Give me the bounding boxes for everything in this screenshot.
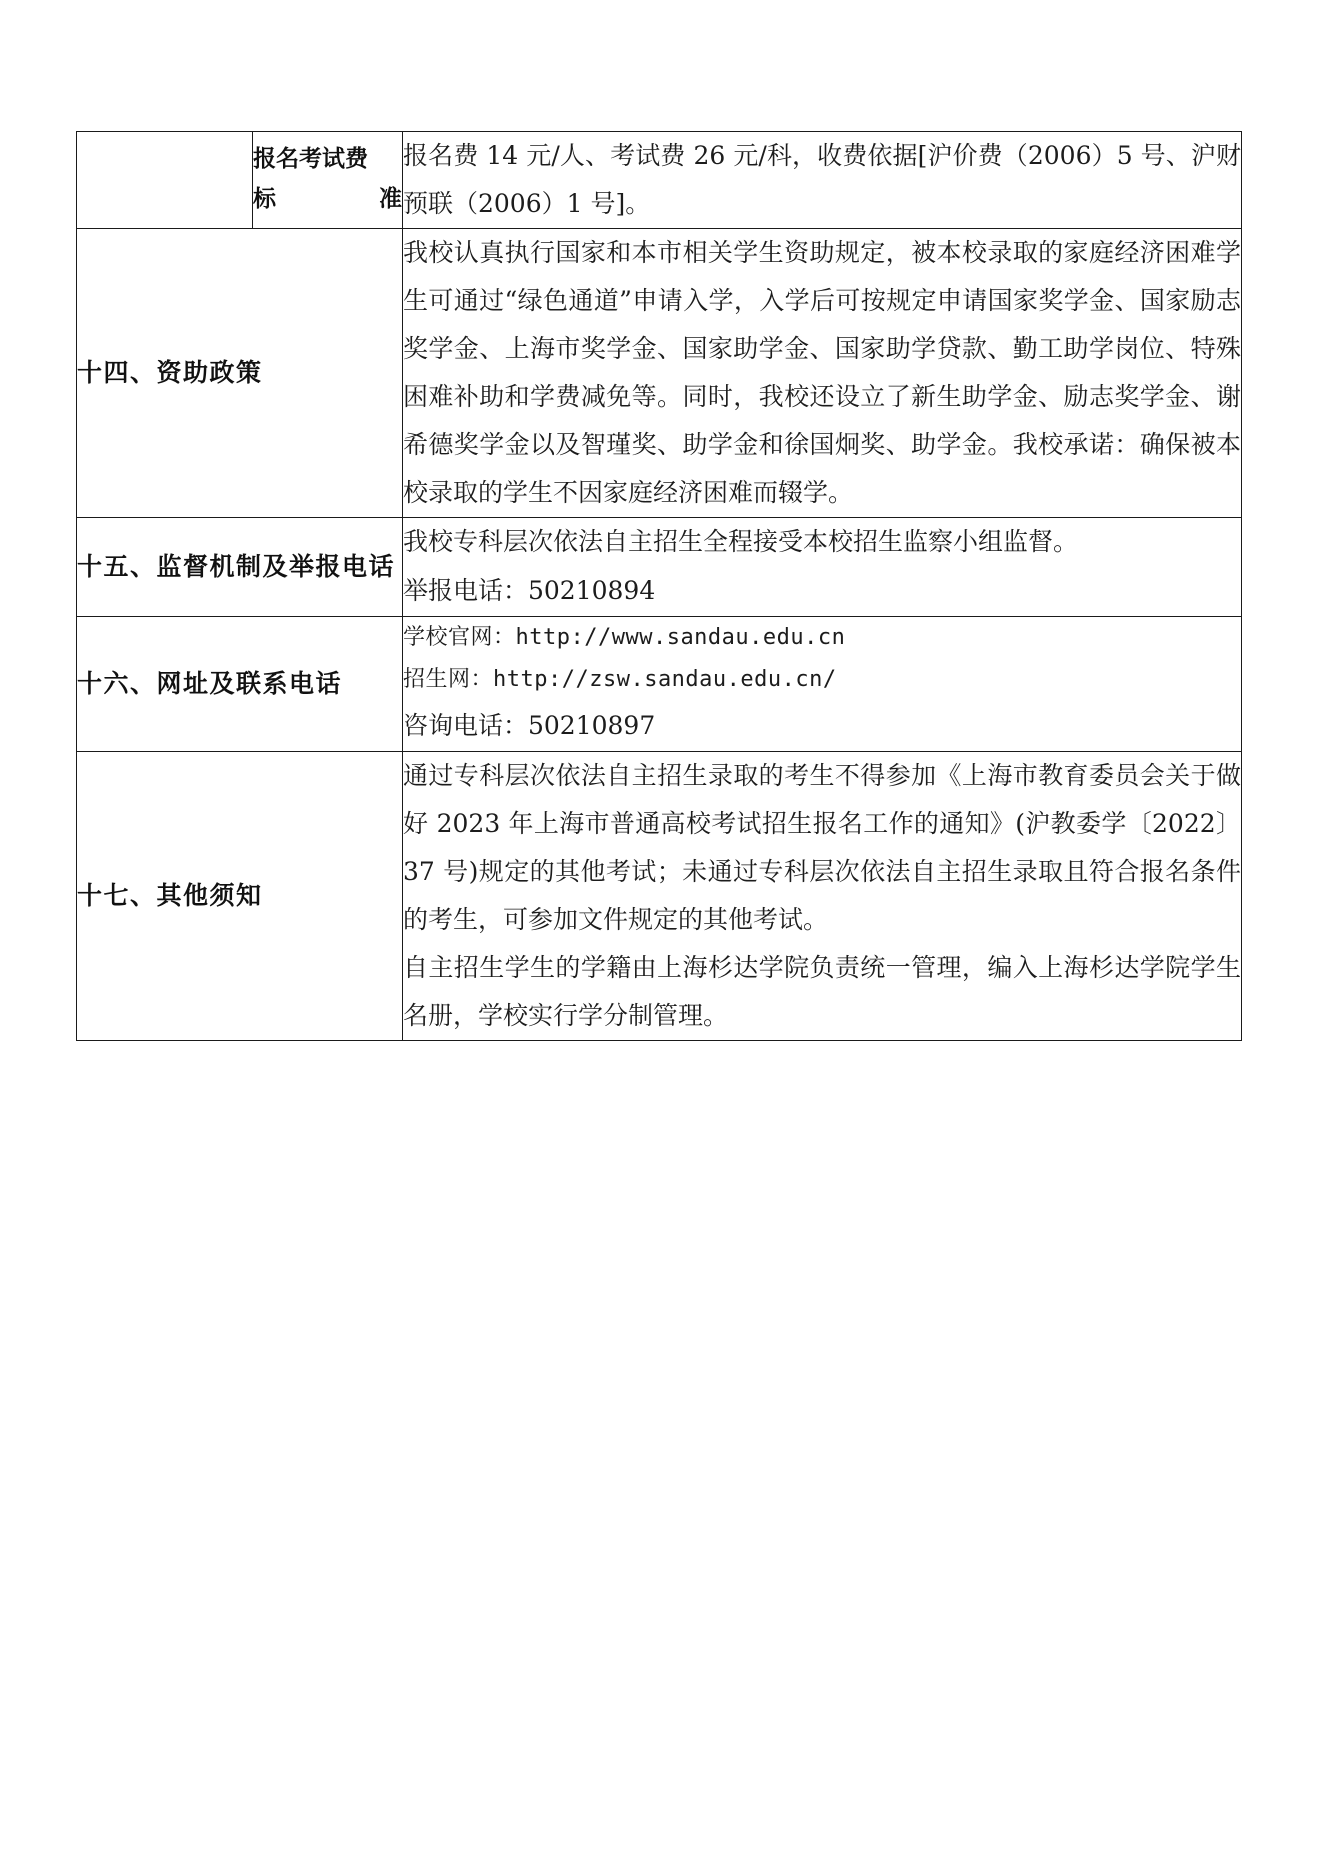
paragraph: 通过专科层次依法自主招生录取的考生不得参加《上海市教育委员会关于做好 2023 年上海市普通高校考试招生报名工作的通知》(沪教委学〔2022〕37 号)规定的其他考试；未通过专科层次依法自主招生录取且符合报名条件的考生，可参加文件规定的其他考试。 [403,761,1241,935]
table-row [77,229,1242,518]
table-row [77,518,1242,617]
row-website-content [403,616,1242,752]
fee-sub-label-line2 [253,180,402,220]
row-fee-content [403,132,1242,229]
paragraph-official-site: 学校官网：http://www.sandau.edu.cn [403,624,846,650]
fee-sub-label-line2-right: 准 [379,186,402,212]
paragraph: 我校专科层次依法自主招生全程接受本校招生监察小组监督。 [403,527,1079,556]
paragraph-contact-phone: 咨询电话：50210897 [403,711,656,741]
fee-sub-label-line2-left: 标 [253,186,276,212]
paragraph: 我校认真执行国家和本市相关学生资助规定，被本校录取的家庭经济困难学生可通过“绿色通道”申请入学，入学后可按规定申请国家奖学金、国家励志奖学金、上海市奖学金、国家助学金、国家助学贷款、勤工助学岗位、特殊困难补助和学费减免等。同时，我校还设立了新生助学金、励志奖学金、谢希德奖学金以及智瑾奖、助学金和徐国炯奖、助学金。我校承诺：确保被本校录取的学生不因家庭经济困难而辍学。 [403,238,1241,507]
row-website-label: 十六、网址及联系电话 [77,616,403,752]
row-funding-policy-content [403,229,1242,518]
table-row [77,616,1242,752]
row-supervision-content [403,518,1242,617]
row-supervision-label: 十五、监督机制及举报电话 [77,518,403,617]
fee-sub-label-line1: 报名考试费 [253,146,368,173]
row-other-notices-label: 十七、其他须知 [77,752,403,1041]
paragraph: 自主招生学生的学籍由上海杉达学院负责统一管理，编入上海杉达学院学生名册，学校实行学分制管理。 [403,953,1241,1031]
paragraph: 举报电话：50210894 [403,575,656,605]
row-other-notices-content [403,752,1242,1041]
row-fee-sub-label [253,132,403,229]
row-fee-blank-label [77,132,253,229]
paragraph-admissions-site: 招生网：http://zsw.sandau.edu.cn/ [403,667,837,693]
row-funding-policy-label: 十四、资助政策 [77,229,403,518]
paragraph: 报名费 14 元/人、考试费 26 元/科，收费依据[沪价费（2006）5 号、沪财预联（2006）1 号]。 [403,141,1241,218]
regulations-table [76,131,1242,1041]
table-row [77,752,1242,1041]
table-row [77,132,1242,229]
